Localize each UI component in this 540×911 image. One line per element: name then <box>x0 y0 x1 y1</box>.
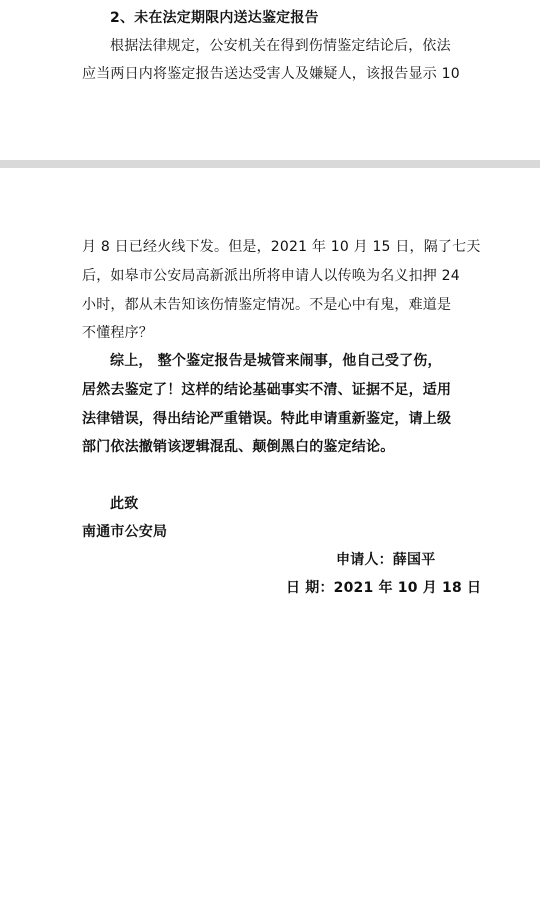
paragraph-line: 月 8 日已经火线下发。但是，2021 年 10 月 15 日，隔了七天 <box>82 239 481 255</box>
paragraph-line: 应当两日内将鉴定报告送达受害人及嫌疑人，该报告显示 10 <box>82 66 460 82</box>
paragraph-line: 小时，都从未告知该伤情鉴定情况。不是心中有鬼，难道是 <box>82 297 452 313</box>
applicant-signature: 申请人：薛国平 <box>336 552 436 568</box>
conclusion-line: 综上， 整个鉴定报告是城管来闹事，他自己受了伤， <box>110 353 442 369</box>
paragraph-line: 根据法律规定，公安机关在得到伤情鉴定结论后，依法 <box>110 38 451 54</box>
conclusion-line: 法律错误，得出结论严重错误。特此申请重新鉴定，请上级 <box>82 411 452 427</box>
section-heading: 2、未在法定期限内送达鉴定报告 <box>110 10 319 26</box>
recipient-line: 南通市公安局 <box>82 524 168 540</box>
paragraph-line: 后，如皋市公安局高新派出所将申请人以传唤为名义扣押 24 <box>82 268 460 284</box>
conclusion-line: 居然去鉴定了！这样的结论基础事实不清、证据不足，适用 <box>82 382 452 398</box>
conclusion-line: 部门依法撤销该逻辑混乱、颠倒黑白的鉴定结论。 <box>82 439 395 455</box>
page-separator <box>0 160 540 168</box>
paragraph-line: 不懂程序？ <box>82 325 153 341</box>
signature-date: 日 期：2021 年 10 月 18 日 <box>286 580 482 596</box>
salutation-line: 此致 <box>110 496 139 512</box>
